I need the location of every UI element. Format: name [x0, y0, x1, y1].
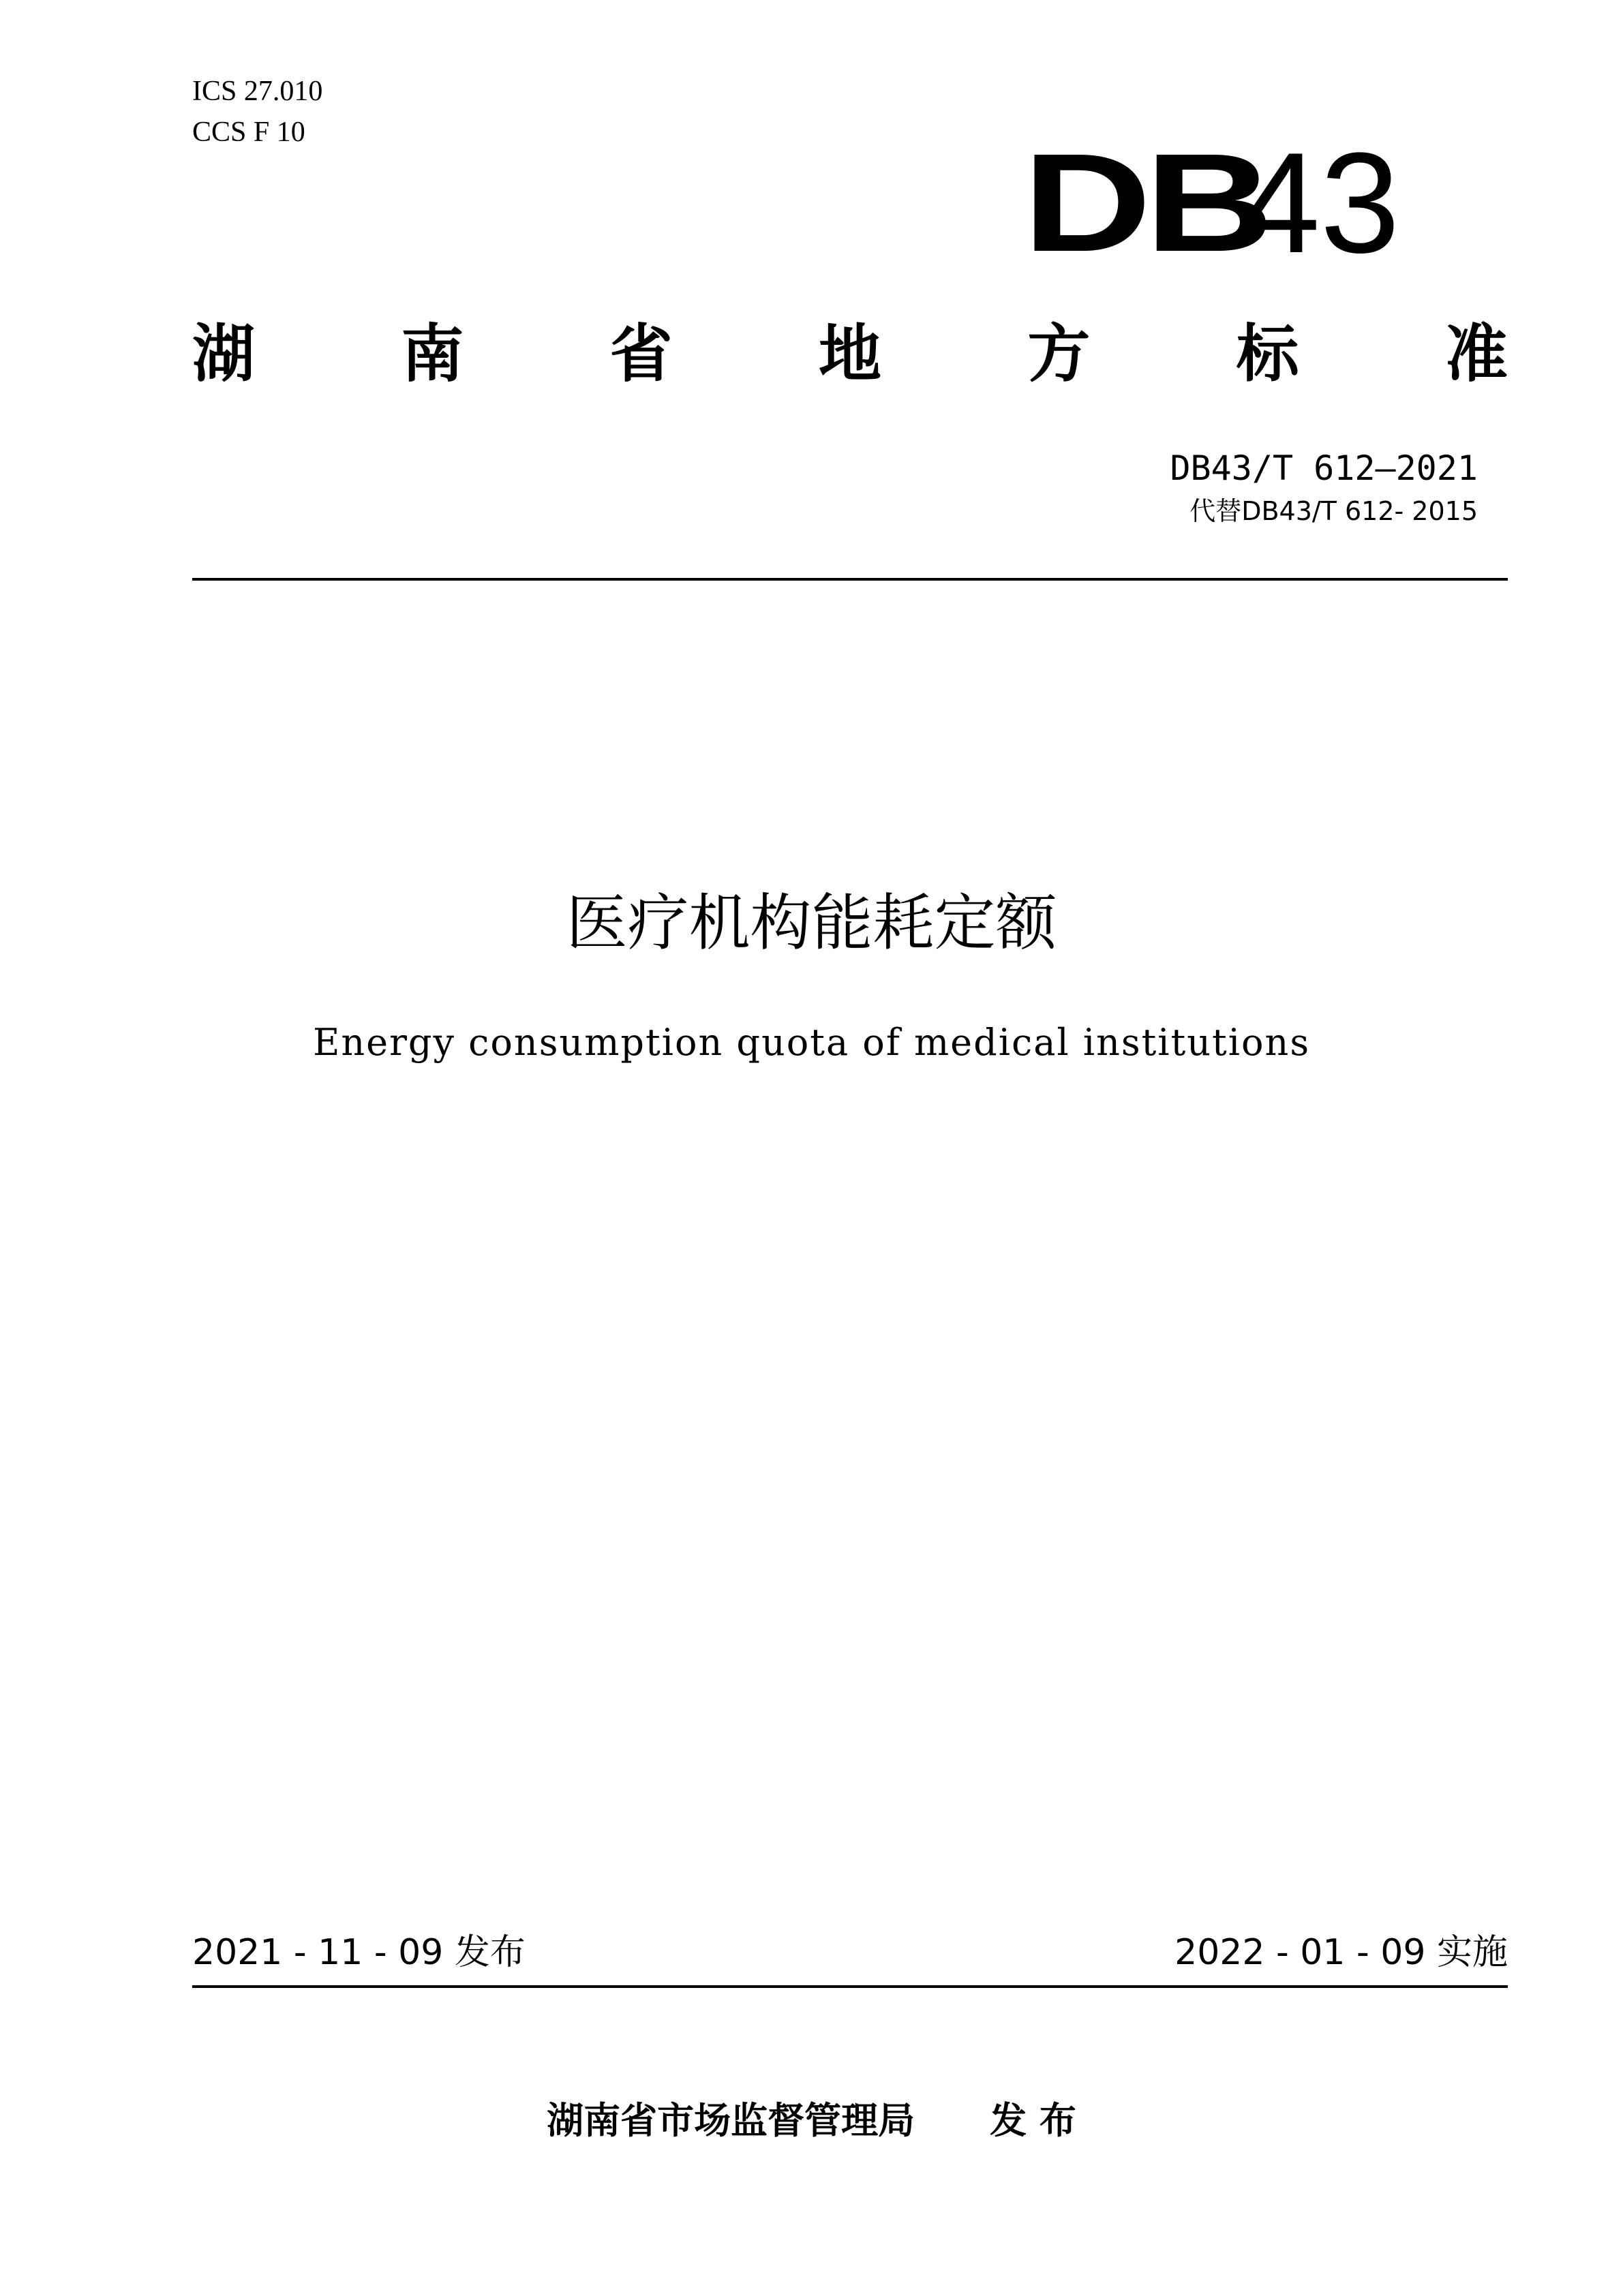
replaces-standard: 代替DB43/T 612- 2015: [1189, 496, 1478, 526]
issuer-action: 发 布: [990, 2099, 1076, 2142]
bottom-divider: [192, 1985, 1508, 1988]
document-title-en: Energy consumption quota of medical institutions: [312, 1021, 1311, 1064]
standard-type-char: 南: [401, 318, 464, 391]
standard-code: DB43/T 612—2021: [1170, 448, 1478, 488]
standard-type-char: 标: [1236, 318, 1299, 391]
issuer-line: [0, 2094, 1623, 2148]
db43-logo: [1022, 123, 1400, 283]
top-divider: [192, 578, 1508, 581]
standard-type-char: 省: [609, 318, 673, 391]
issuer-name: 湖南省市场监督管理局: [547, 2099, 915, 2142]
logo-number: 43: [1241, 123, 1400, 283]
document-title-zh: 医疗机构能耗定额: [566, 887, 1057, 959]
publish-date: 2021 - 11 - 09 发布: [192, 1932, 526, 1973]
logo-prefix: DB: [1022, 125, 1267, 281]
standard-type-heading: [192, 308, 1508, 390]
implement-date: 2022 - 01 - 09 实施: [1174, 1932, 1508, 1973]
standard-type-char: 地: [818, 318, 881, 391]
standard-type-char: 准: [1444, 318, 1508, 391]
standard-type-char: 湖: [192, 318, 256, 391]
ccs-code: CCS F 10: [192, 117, 305, 148]
ics-code: ICS 27.010: [192, 76, 323, 107]
standard-type-char: 方: [1027, 318, 1091, 391]
